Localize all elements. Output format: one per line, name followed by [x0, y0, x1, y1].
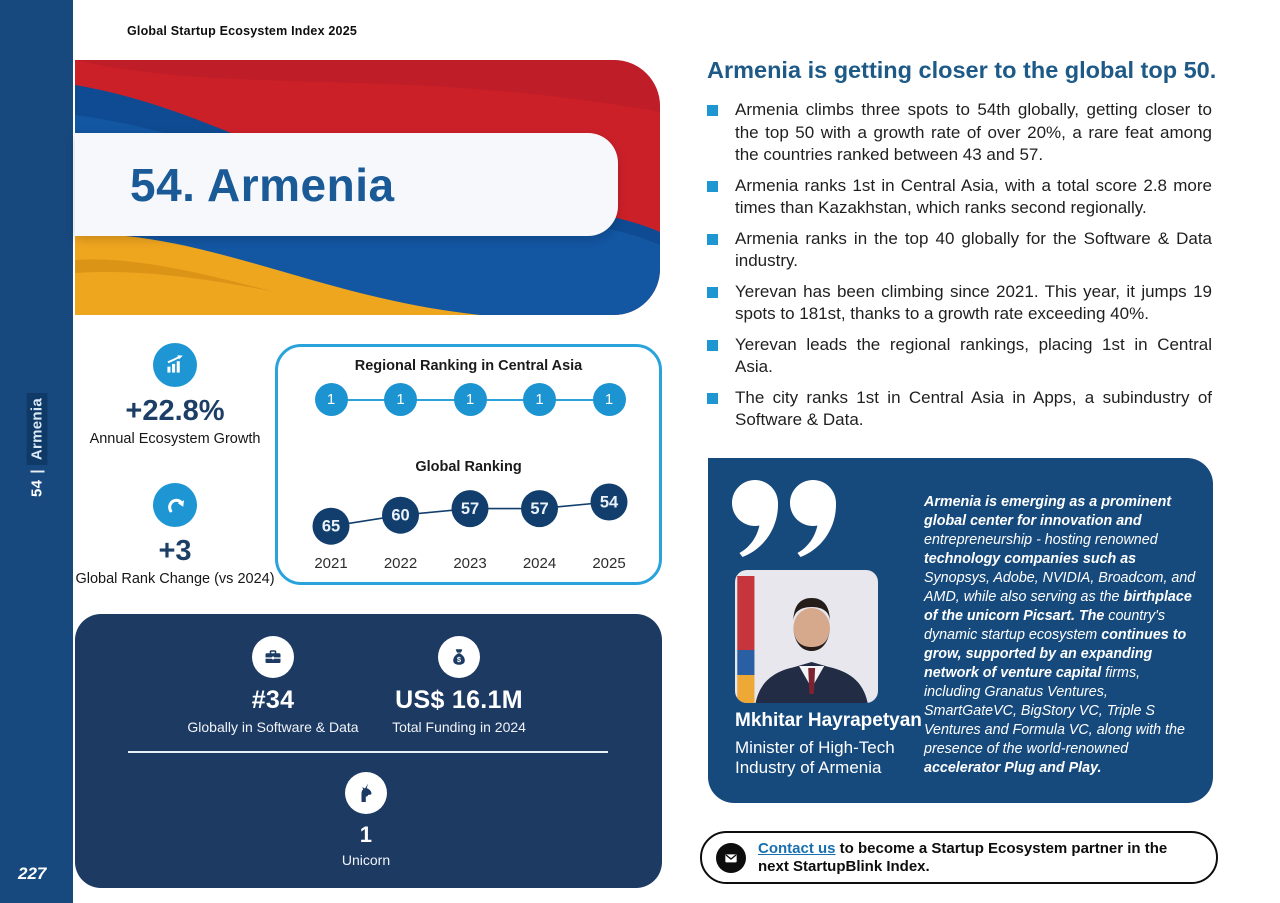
svg-text:57: 57 [530, 500, 549, 519]
quote-author: Mkhitar Hayrapetyan [735, 710, 922, 731]
unicorn-stat [246, 772, 486, 868]
insight-bullet: Yerevan leads the regional rankings, placing 1st in Central Asia. [707, 334, 1212, 379]
insight-bullet: Armenia ranks 1st in Central Asia, with a total score 2.8 more times than Kazakhstan, which ranks second regionally. [707, 175, 1212, 220]
sidebar-divider: | [28, 469, 46, 474]
regional-rank-node: 1 [315, 383, 348, 416]
quote-text: Armenia is emerging as a prominent global center for innovation and entrepreneurship - hosting renowned technology companies such as Synopsys, Adobe, NVIDIA, Broadcom, and AMD, while also serving as the birthplace of the unicorn Picsart. The country's dynamic startup ecosystem continues to grow, supported by an expanding network of venture capital firms, including Granatus Ventures, SmartGateVC, BigStory VC, Triple S Ventures and Formula VC, along with the presence of the world-renowned accelerator Plug and Play. [924, 494, 1196, 776]
country-title: 54. Armenia [130, 158, 395, 211]
unicorn-icon [345, 772, 387, 814]
insight-bullet: Yerevan has been climbing since 2021. This year, it jumps 19 spots to 181st, thanks to a growth rate exceeding 40%. [707, 281, 1212, 326]
insights-list [707, 99, 1212, 440]
regional-rank-node: 1 [523, 383, 556, 416]
bullet-square-icon [707, 393, 718, 404]
money-bag-icon [438, 636, 480, 678]
insight-bullet: Armenia climbs three spots to 54th globally, getting closer to the top 50 with a growth rate of over 20%, a rare feat among the countries ranked between 43 and 57. [707, 99, 1212, 167]
software-data-rank-label: Globally in Software & Data [187, 719, 359, 735]
contact-sentence [758, 840, 1202, 876]
sidebar [0, 0, 73, 903]
ranking-panel [275, 344, 662, 585]
role-line-2: Industry of Armenia [735, 758, 882, 777]
bullet-square-icon [707, 181, 718, 192]
regional-rank-node: 1 [593, 383, 626, 416]
software-data-rank-value: #34 [251, 686, 295, 714]
minister-portrait-photo [735, 570, 878, 703]
role-line-1: Minister of High-Tech [735, 738, 895, 757]
mail-icon [716, 843, 746, 873]
contact-sentence-rest: to become a Startup Ecosystem partner in the next StartupBlink Index. [758, 839, 1168, 875]
rank-change-arrow-icon [153, 483, 197, 527]
total-funding-value: US$ 16.1M [395, 686, 523, 714]
total-funding-stat [339, 636, 579, 735]
sidebar-rank: 54 [28, 479, 46, 497]
regional-ranking-row [278, 383, 659, 419]
global-ranking-title: Global Ranking [415, 459, 522, 475]
quote-marks-icon [732, 480, 836, 565]
year-label: 2024 [522, 555, 557, 572]
insight-bullet: Armenia ranks in the top 40 globally for the Software & Data industry. [707, 228, 1212, 273]
years-axis [278, 555, 659, 575]
unicorn-label: Unicorn [341, 852, 391, 868]
bullet-square-icon [707, 287, 718, 298]
report-title: Global Startup Ecosystem Index 2025 [127, 24, 357, 38]
bullet-square-icon [707, 105, 718, 116]
funding-panel [75, 614, 662, 888]
quote-panel [708, 458, 1213, 803]
contact-us-link[interactable]: Contact us [758, 839, 836, 857]
insight-bullet: The city ranks 1st in Central Asia in Apps, a subindustry of Software & Data. [707, 387, 1212, 432]
briefcase-icon [252, 636, 294, 678]
year-label: 2025 [592, 555, 626, 572]
sidebar-country: Armenia [27, 393, 48, 465]
year-label: 2021 [314, 555, 348, 572]
svg-text:$: $ [456, 655, 462, 664]
total-funding-label: Total Funding in 2024 [392, 719, 526, 735]
insights-heading: Armenia is getting closer to the global top 50. [707, 57, 1217, 83]
regional-rank-node: 1 [454, 383, 487, 416]
rank-change-stat [75, 483, 275, 587]
svg-text:54: 54 [599, 493, 619, 512]
panel-divider [128, 751, 608, 753]
regional-ranking-title: Regional Ranking in Central Asia [354, 358, 583, 374]
contact-bar [700, 831, 1218, 884]
svg-text:60: 60 [391, 506, 410, 525]
rank-change-label: Global Rank Change (vs 2024) [75, 571, 275, 587]
regional-rank-node: 1 [384, 383, 417, 416]
annual-growth-value: +22.8% [125, 395, 225, 427]
bullet-square-icon [707, 340, 718, 351]
sidebar-vertical-label [29, 393, 46, 497]
bullet-square-icon [707, 234, 718, 245]
quote-author-role [735, 738, 895, 778]
growth-chart-icon [153, 343, 197, 387]
unicorn-value: 1 [359, 822, 373, 847]
country-title-box [75, 133, 618, 236]
year-label: 2023 [453, 555, 487, 572]
global-ranking-chart [278, 481, 659, 560]
svg-text:65: 65 [321, 517, 341, 536]
svg-text:57: 57 [460, 500, 480, 519]
annual-growth-label: Annual Ecosystem Growth [89, 431, 261, 447]
rank-change-value: +3 [158, 535, 192, 567]
page-number: 227 [18, 864, 47, 883]
annual-growth-stat [75, 343, 275, 447]
year-label: 2022 [383, 555, 418, 572]
